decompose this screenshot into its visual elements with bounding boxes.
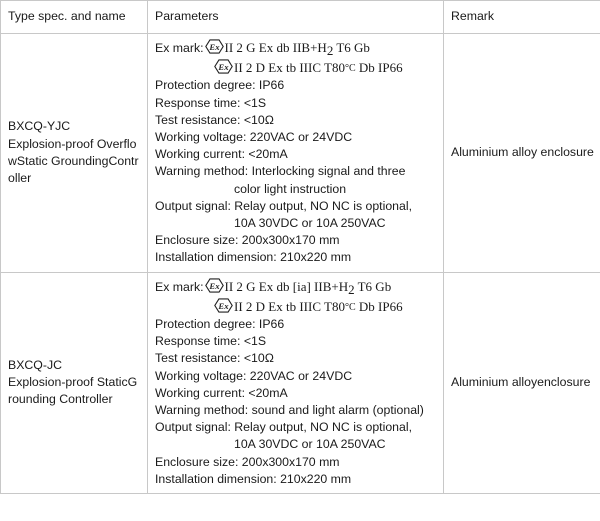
svg-text:Ex: Ex (218, 62, 229, 73)
parameters-cell (148, 34, 444, 273)
column-header-remark: Remark (444, 1, 600, 34)
test-resistance: Test resistance: <10Ω (155, 351, 274, 366)
column-header-parameters: Parameters (148, 1, 444, 34)
ex-mark-gas-suffix: T6 Gb (354, 278, 392, 294)
atex-ex-hexagon-icon (214, 59, 233, 74)
product-description: Explosion-proof OverflowStatic GroundingContr oller (8, 136, 139, 186)
ex-mark-dust-line (155, 59, 437, 77)
remark-cell: Aluminium alloyenclosure (444, 272, 600, 493)
enclosure-size: Enclosure size: 200x300x170 mm (155, 454, 340, 469)
ex-mark-dust-degree: °C (344, 63, 356, 75)
warning-method-continued: color light instruction (234, 181, 347, 196)
product-type-cell (1, 272, 148, 493)
ex-mark-gas-prefix: II 2 G Ex db IIB+H (224, 40, 327, 55)
ex-mark-dust-suffix: Db IP66 (355, 298, 403, 314)
installation-dimension: Installation dimension: 210x220 mm (155, 471, 352, 486)
column-header-type: Type spec. and name (1, 1, 148, 34)
ex-mark-dust-prefix: II 2 D Ex tb IIIC T80 (234, 298, 345, 314)
test-resistance: Test resistance: <10Ω (155, 112, 274, 127)
output-signal-continued: 10A 30VDC or 10A 250VAC (234, 216, 386, 231)
warning-method: Warning method: Interlocking signal and three (155, 164, 406, 179)
parameters-cell (148, 272, 444, 493)
ex-mark-gas-line (155, 39, 437, 59)
protection-degree: Protection degree: IP66 (155, 78, 285, 93)
ex-mark-label: Ex mark: (155, 41, 204, 55)
warning-method: Warning method: sound and light alarm (optional) (155, 403, 424, 418)
table-row (1, 272, 600, 493)
product-model: BXCQ-JC (8, 358, 62, 373)
ex-mark-gas-suffix: T6 Gb (333, 40, 370, 55)
remark-cell: Aluminium alloy enclosure (444, 34, 600, 273)
product-description: Explosion-proof StaticGrounding Controller (8, 375, 138, 407)
enclosure-size: Enclosure size: 200x300x170 mm (155, 233, 340, 248)
installation-dimension: Installation dimension: 210x220 mm (155, 250, 352, 265)
response-time: Response time: <1S (155, 334, 267, 349)
output-signal-continued: 10A 30VDC or 10A 250VAC (234, 437, 386, 452)
working-current: Working current: <20mA (155, 385, 288, 400)
svg-text:Ex: Ex (208, 280, 220, 291)
output-signal: Output signal: Relay output, NO NC is optional, (155, 198, 412, 213)
ex-mark-label: Ex mark: (155, 279, 204, 294)
ex-mark-dust-degree: °C (344, 301, 356, 313)
ex-mark-dust-prefix: II 2 D Ex tb IIIC T80 (234, 60, 345, 76)
protection-degree: Protection degree: IP66 (155, 317, 285, 332)
ex-mark-gas-subscript: 2 (348, 281, 355, 297)
working-voltage: Working voltage: 220VAC or 24VDC (155, 368, 353, 383)
ex-mark-dust-suffix: Db IP66 (355, 60, 403, 76)
ex-mark-gas-subscript: 2 (326, 43, 334, 58)
ex-mark-gas-line (155, 278, 437, 298)
atex-ex-hexagon-icon (214, 298, 233, 313)
atex-ex-hexagon-icon (205, 39, 224, 54)
product-model: BXCQ-YJC (8, 119, 71, 134)
table-row (1, 34, 600, 273)
ex-mark-gas-prefix: II 2 G Ex db [ia] IIB+H (224, 278, 349, 294)
product-type-cell (1, 34, 148, 273)
response-time: Response time: <1S (155, 95, 267, 110)
table-header-row (1, 1, 600, 34)
svg-text:Ex: Ex (218, 300, 229, 311)
working-current: Working current: <20mA (155, 147, 288, 162)
ex-mark-dust-line (155, 298, 437, 316)
working-voltage: Working voltage: 220VAC or 24VDC (155, 130, 353, 145)
output-signal: Output signal: Relay output, NO NC is optional, (155, 420, 412, 435)
svg-text:Ex: Ex (208, 42, 220, 53)
atex-ex-hexagon-icon (205, 278, 224, 293)
